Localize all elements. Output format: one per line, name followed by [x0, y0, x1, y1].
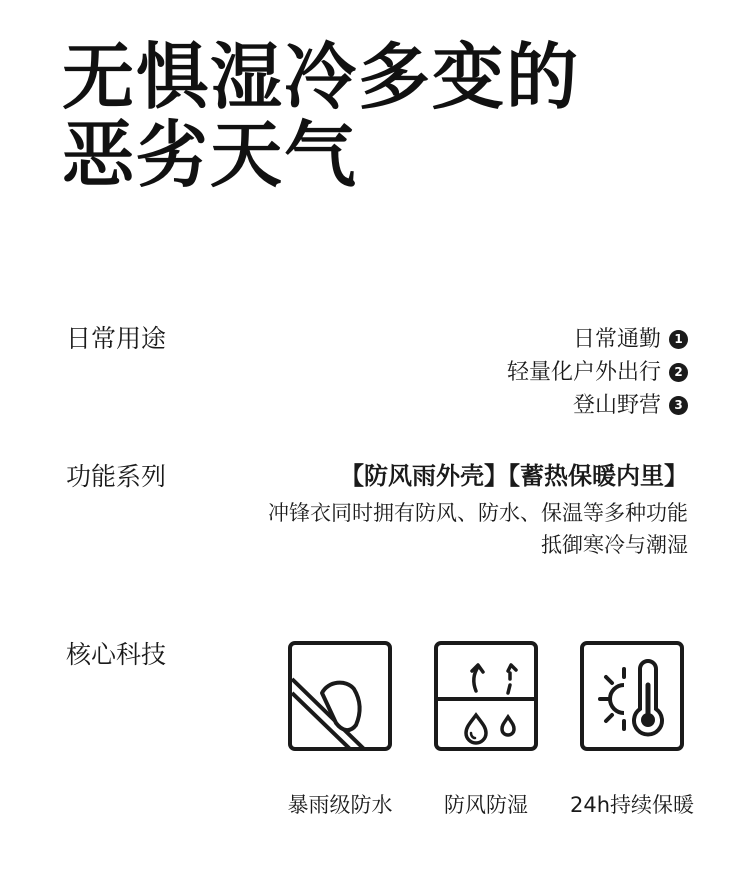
tech-label: 核心科技 — [66, 640, 167, 669]
waterproof-icon — [288, 641, 392, 751]
features-description-1: 冲锋衣同时拥有防风、防水、保温等多种功能 — [268, 501, 688, 525]
features-block — [268, 459, 688, 561]
usage-item-text: 登山野营 — [572, 393, 661, 418]
tech-item-warmth — [569, 641, 695, 817]
usage-label: 日常用途 — [66, 324, 167, 353]
usage-item-3 — [507, 389, 688, 422]
headline — [62, 35, 581, 197]
tech-caption: 防风防湿 — [444, 793, 528, 817]
number-badge-icon: 3 — [669, 396, 688, 415]
thermometer-icon — [580, 641, 684, 751]
number-badge-icon: 2 — [669, 363, 688, 382]
usage-item-text: 日常通勤 — [572, 327, 661, 352]
features-series: 【防风雨外壳】【蓄热保暖内里】 — [340, 462, 688, 490]
usage-item-text: 轻量化户外出行 — [506, 360, 661, 385]
number-badge-icon: 1 — [669, 330, 688, 349]
usage-item-1 — [507, 323, 688, 356]
windproof-icon — [434, 641, 538, 751]
features-label: 功能系列 — [66, 462, 167, 491]
tech-caption: 暴雨级防水 — [287, 793, 393, 817]
usage-item-2 — [507, 356, 688, 389]
tech-item-waterproof — [287, 641, 393, 817]
usage-list — [507, 323, 688, 422]
features-description-2: 抵御寒冷与潮湿 — [541, 533, 688, 557]
headline-line-2: 恶劣天气 — [62, 113, 359, 197]
headline-line-1: 无惧湿冷多变的 — [62, 35, 581, 119]
tech-caption: 24h持续保暖 — [569, 793, 695, 817]
tech-item-windproof — [434, 641, 538, 817]
